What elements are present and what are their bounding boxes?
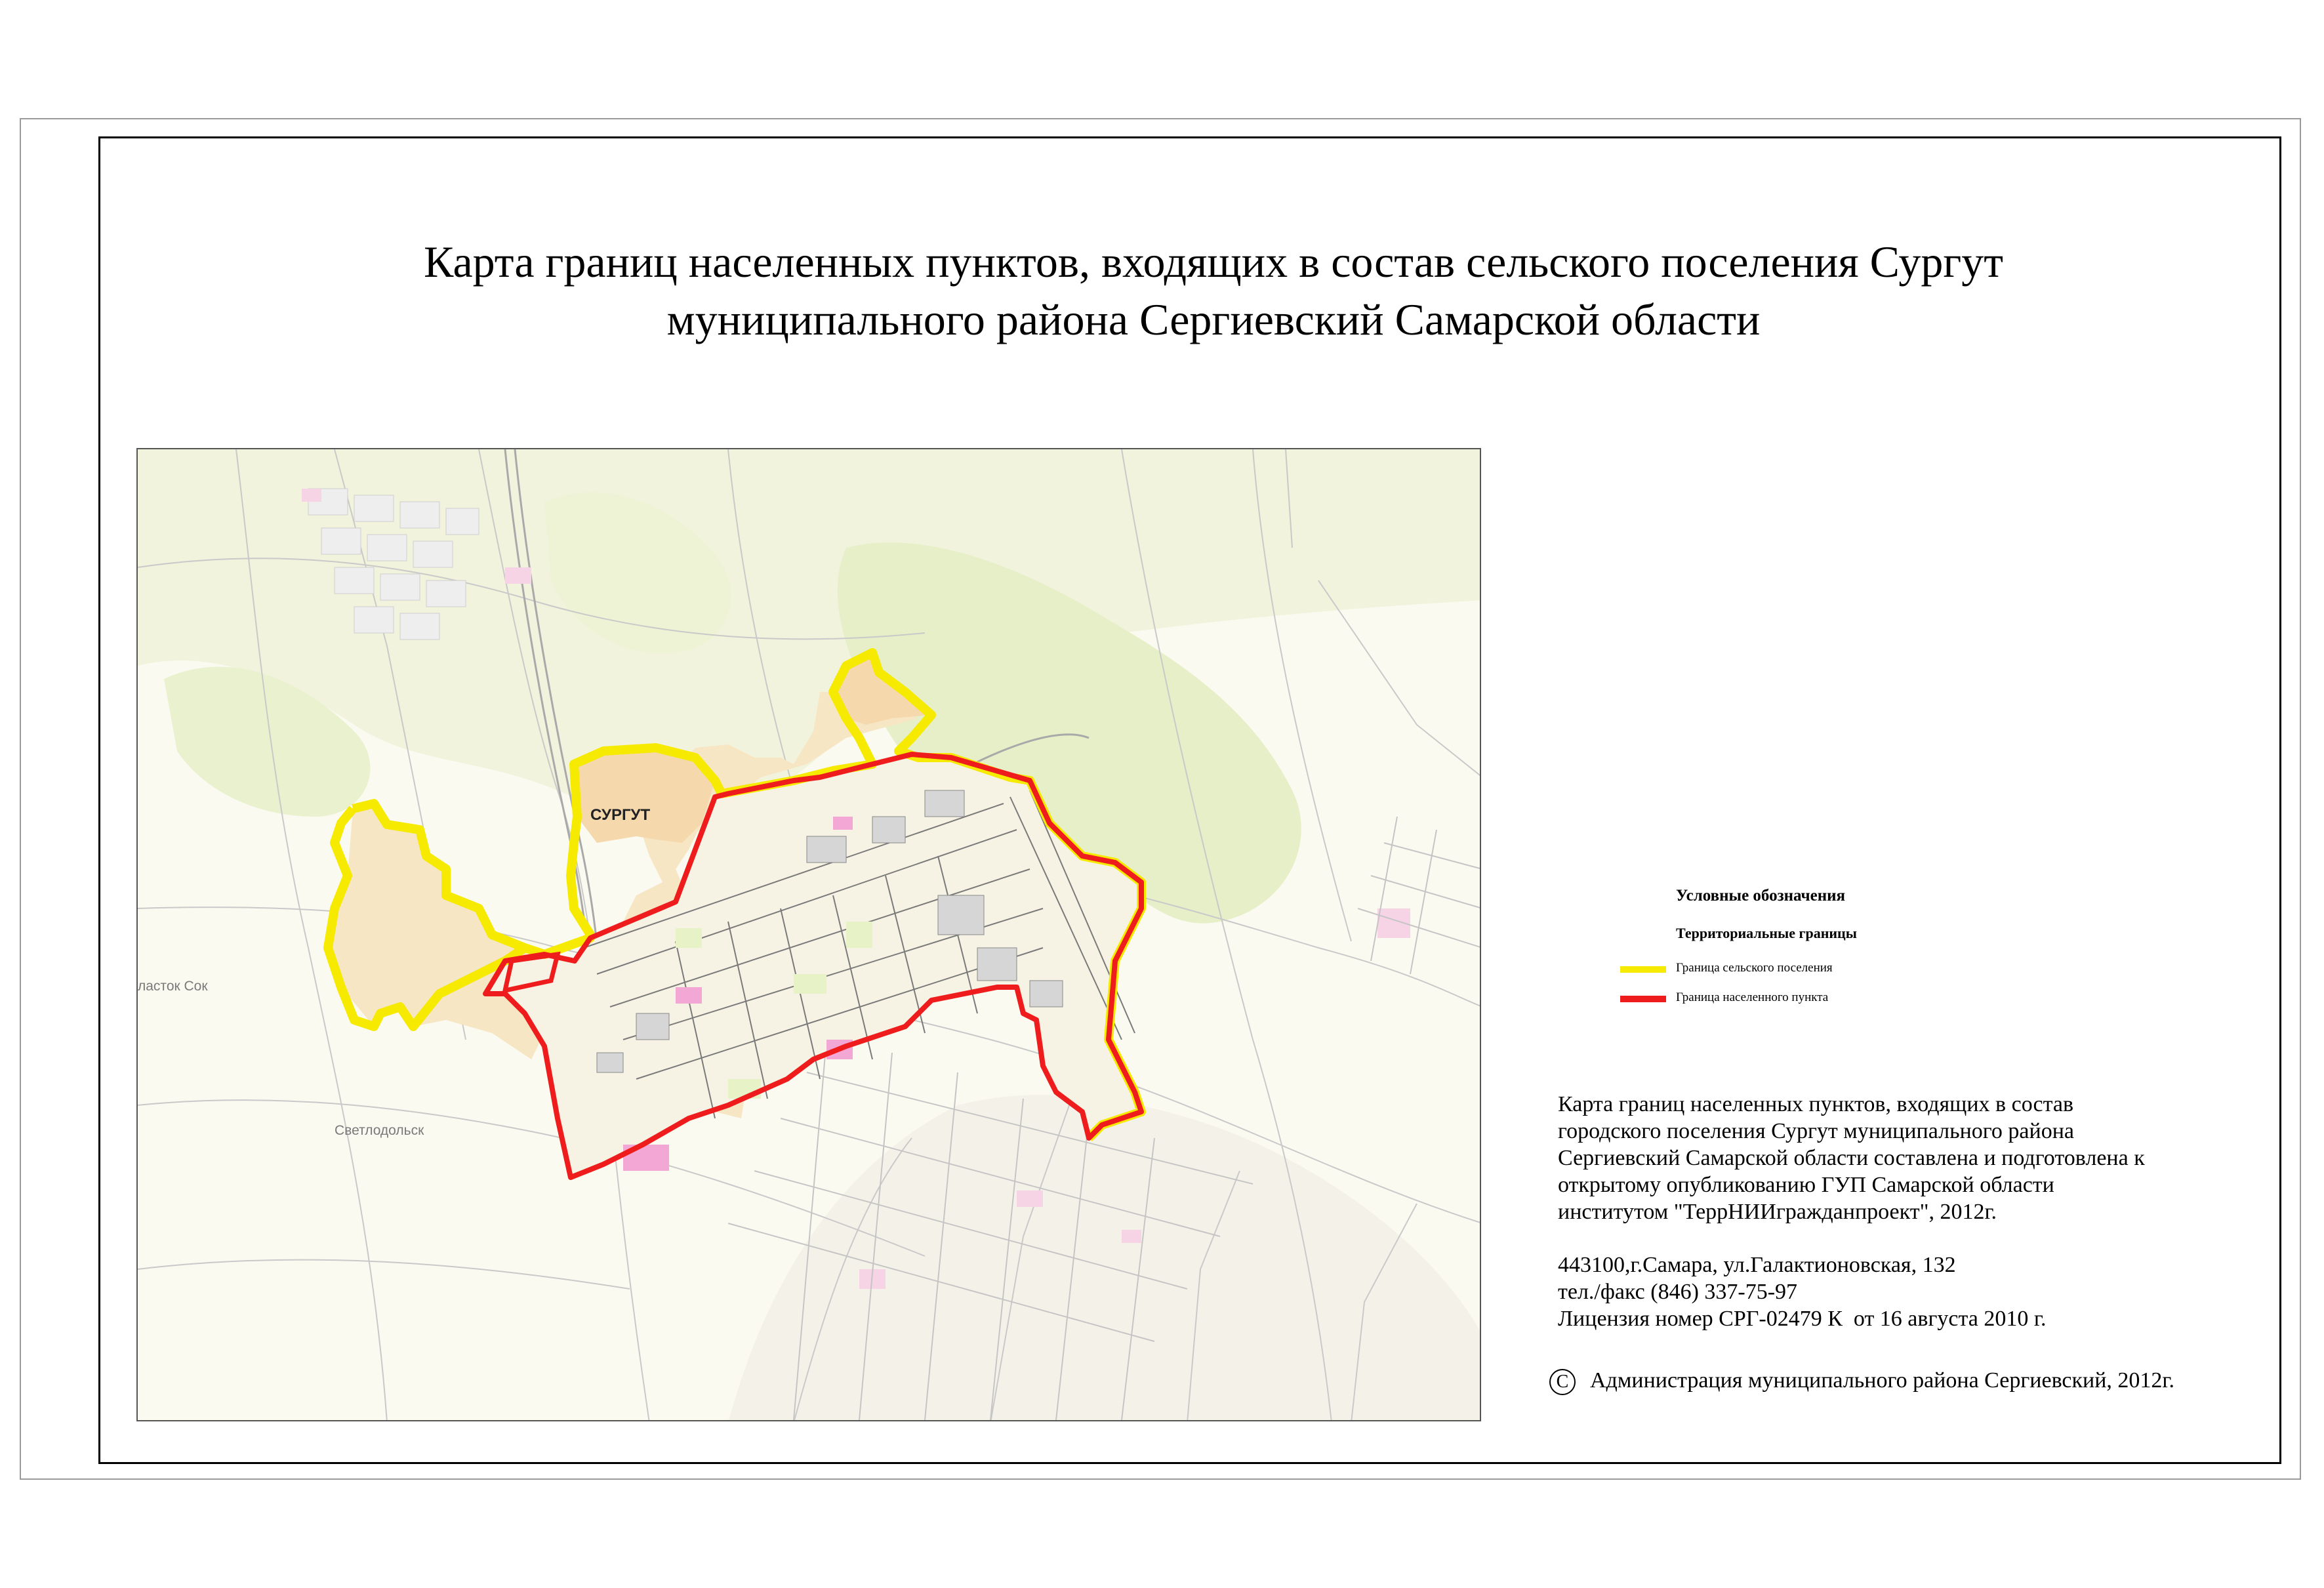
map-title-line-2: муниципального района Сергиевский Самарской области xyxy=(666,295,1761,344)
map-title-line-1: Карта границ населенных пунктов, входящих в состав сельского поселения Сургут xyxy=(424,237,2003,287)
publication-info xyxy=(1558,1091,2247,1332)
info-line: Сергиевский Самарской области составлена и подготовлена к xyxy=(1558,1146,2145,1170)
legend-label-settlement: Граница сельского поселения xyxy=(1676,961,1833,975)
copyright-icon: C xyxy=(1549,1369,1576,1395)
phone-line: тел./факс (846) 337-75-97 xyxy=(1558,1280,1798,1304)
info-line: городского поселения Сургут муниципального района xyxy=(1558,1119,2074,1143)
map-drawing xyxy=(138,449,1481,1421)
info-line: Карта границ населенных пунктов, входящих в состав xyxy=(1558,1092,2074,1116)
legend-label-locality: Граница населенного пункта xyxy=(1676,990,1829,1004)
copyright-notice xyxy=(1549,1368,2174,1395)
address-line: 443100,г.Самара, ул.Галактионовская, 132 xyxy=(1558,1253,1956,1277)
info-line: открытому опубликованию ГУП Самарской области xyxy=(1558,1173,2054,1197)
info-line: институтом "ТеррНИИгражданпроект", 2012г. xyxy=(1558,1200,1997,1224)
legend-title: Условные обозначения xyxy=(1676,887,1846,905)
legend-subtitle: Территориальные границы xyxy=(1676,925,1857,941)
map-canvas[interactable] xyxy=(136,448,1481,1421)
place-label-svetlodolsk: Светлодольск xyxy=(335,1123,424,1138)
map-title xyxy=(197,233,2230,348)
license-line: Лицензия номер СРГ-02479 К от 16 августа 2010 г. xyxy=(1558,1307,2047,1331)
place-label-sok: ласток Сок xyxy=(138,979,208,994)
copyright-text: Администрация муниципального района Сергиевский, 2012г. xyxy=(1590,1368,2175,1393)
legend-swatch-red xyxy=(1620,996,1666,1002)
legend-swatch-yellow xyxy=(1620,966,1666,973)
place-label-surgut: СУРГУТ xyxy=(590,806,651,824)
